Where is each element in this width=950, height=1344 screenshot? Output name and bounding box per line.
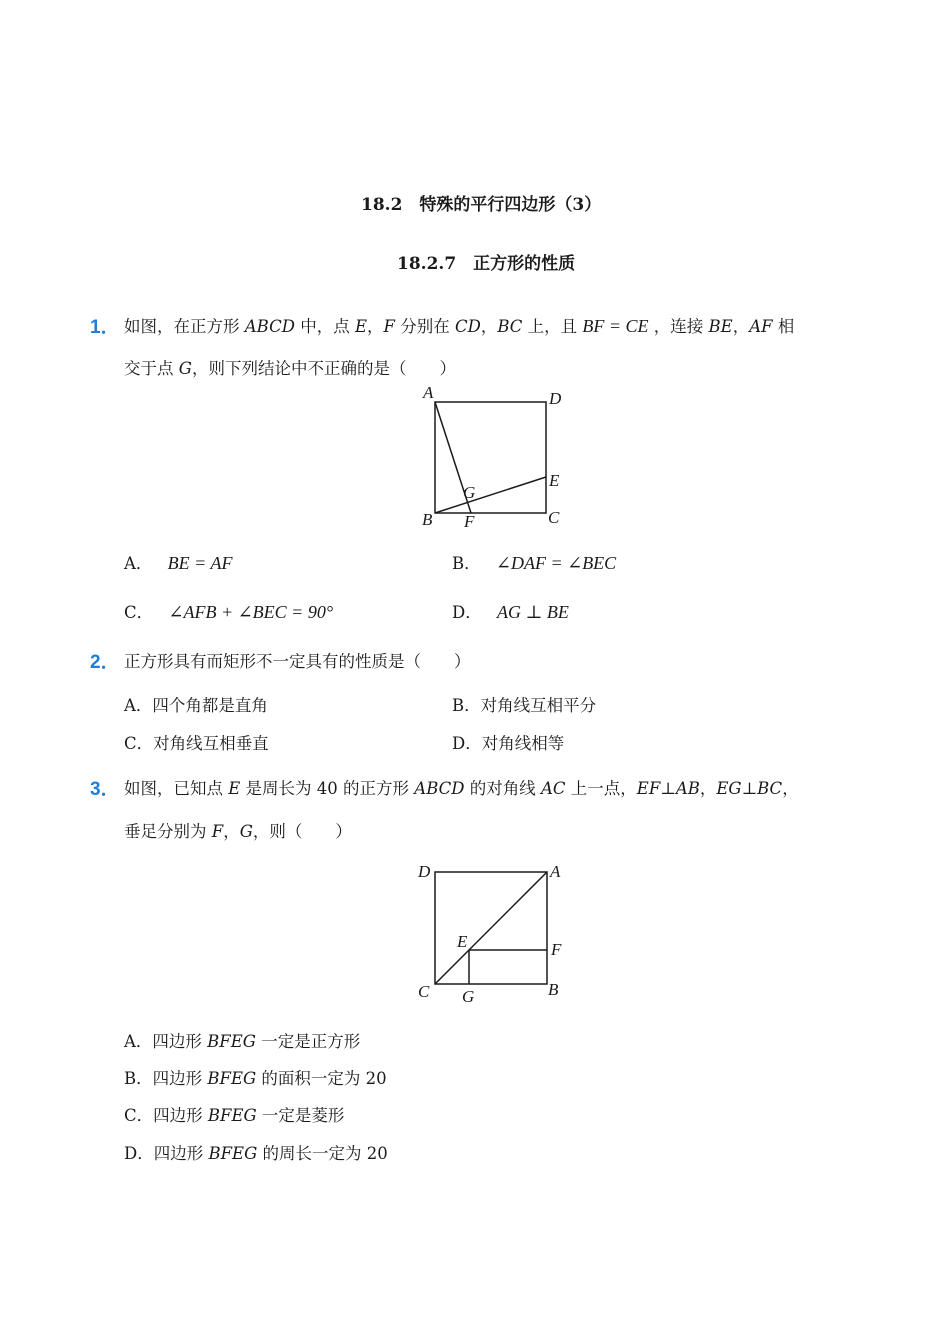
option-var: BFEG — [208, 1144, 258, 1163]
q1-var: BE — [708, 317, 733, 336]
label-g: G — [462, 987, 475, 1006]
label-f: F — [551, 940, 562, 959]
q3-option-b[interactable] — [124, 1065, 387, 1089]
question-1-number: 1． — [90, 317, 120, 338]
q3-text: 上一点， — [565, 779, 637, 798]
option-formula: AG ⊥ BE — [496, 602, 569, 622]
question-3-number: 3． — [90, 779, 120, 800]
section-title: 18.2 特殊的平行四边形（3） — [361, 195, 602, 215]
q2-option-c[interactable]: C．对角线互相垂直 — [124, 734, 269, 753]
q1-var: ABCD — [244, 317, 295, 336]
q3-var: EG — [716, 779, 742, 798]
q3-option-a[interactable] — [124, 1028, 360, 1052]
option-letter: B． — [452, 554, 481, 573]
label-e: E — [457, 932, 468, 951]
label-d: D — [549, 389, 562, 408]
q1-option-d[interactable] — [452, 599, 569, 623]
option-text: 一定是正方形 — [255, 1032, 361, 1051]
option-text: 的周长一定为 20 — [257, 1144, 388, 1163]
q1-text: ， — [480, 317, 498, 336]
option-formula: ∠AFB + ∠BEC = 90° — [168, 602, 334, 622]
option-text: D．四边形 — [124, 1144, 209, 1163]
option-letter: C． — [124, 603, 154, 622]
label-b: B — [548, 980, 559, 999]
question-3-figure — [410, 856, 580, 1008]
q1-var: E — [354, 317, 367, 336]
q3-text: ，则（ ） — [252, 822, 352, 841]
q3-var: E — [228, 779, 241, 798]
q3-text: ， — [782, 779, 799, 798]
q1-text: 相 — [772, 317, 795, 336]
question-2-number: 2． — [90, 652, 120, 673]
option-letter: A． — [124, 554, 153, 573]
q3-symbol: ⊥ — [660, 779, 676, 798]
diagonal-ac — [435, 872, 547, 984]
q2-option-d[interactable]: D．对角线相等 — [452, 734, 565, 753]
q1-text: 上，且 — [522, 317, 583, 336]
q1-text: ，则下列结论中不正确的是（ ） — [191, 359, 456, 378]
q3-option-d[interactable] — [124, 1140, 388, 1164]
option-text: 一定是菱形 — [256, 1106, 345, 1125]
q1-text: 交于点 — [124, 359, 179, 378]
segment-be — [435, 477, 546, 513]
label-a: A — [423, 383, 434, 402]
label-b: B — [422, 510, 433, 529]
q1-var: G — [178, 359, 192, 378]
q1-var: F — [383, 317, 395, 336]
q3-var: AC — [540, 779, 566, 798]
label-c: C — [548, 508, 560, 527]
option-text: C．四边形 — [124, 1106, 208, 1125]
label-d: D — [418, 862, 431, 881]
option-var: BFEG — [207, 1069, 257, 1088]
q1-option-c[interactable] — [124, 599, 333, 623]
q3-option-c[interactable] — [124, 1102, 344, 1126]
label-a: A — [550, 862, 561, 881]
q1-text: ，连接 — [648, 317, 709, 336]
q1-var: AF — [749, 317, 773, 336]
option-var: BFEG — [207, 1032, 256, 1051]
label-f: F — [464, 512, 475, 530]
option-formula: BE = AF — [167, 553, 233, 573]
q1-var: BC — [497, 317, 523, 336]
q1-var: CD — [454, 317, 481, 336]
q3-symbol: ⊥ — [741, 779, 758, 798]
q3-var: G — [239, 822, 253, 841]
q1-equation: BF = CE — [582, 316, 649, 336]
q3-var: ABCD — [414, 779, 465, 798]
q3-var: EF — [636, 779, 661, 798]
question-1-figure — [415, 382, 575, 530]
q2-option-b[interactable]: B．对角线互相平分 — [452, 696, 597, 715]
label-c: C — [418, 982, 430, 1001]
q1-option-b[interactable] — [452, 550, 616, 574]
subsection-title: 18.2.7 正方形的性质 — [397, 254, 576, 274]
option-text: A．四边形 — [124, 1032, 208, 1051]
square-abcd — [435, 402, 546, 513]
question-1-stem-line1 — [124, 313, 794, 337]
q3-text: 垂足分别为 — [124, 822, 212, 841]
q1-text: ， — [367, 317, 384, 336]
option-text: 的面积一定为 20 — [256, 1069, 387, 1088]
q1-text: 如图，在正方形 — [124, 317, 245, 336]
question-1-stem-line2 — [124, 355, 456, 379]
q1-text: 中，点 — [294, 317, 355, 336]
option-letter: D． — [452, 603, 482, 622]
question-2-stem: 正方形具有而矩形不一定具有的性质是（ ） — [124, 652, 471, 671]
label-g: G — [463, 483, 476, 502]
q3-var: BC — [757, 779, 783, 798]
question-3-stem-line2 — [124, 818, 352, 842]
option-var: BFEG — [207, 1106, 257, 1125]
question-3-stem-line1 — [124, 775, 799, 799]
q3-text: 如图，已知点 — [124, 779, 229, 798]
q1-option-a[interactable] — [124, 550, 232, 574]
q2-option-a[interactable]: A．四个角都是直角 — [124, 696, 268, 715]
q3-text: ， — [699, 779, 717, 798]
q3-text: ， — [223, 822, 240, 841]
q1-text: 分别在 — [394, 317, 455, 336]
q3-var: AB — [675, 779, 700, 798]
q1-text: ， — [732, 317, 750, 336]
label-e: E — [549, 471, 560, 490]
option-text: B．四边形 — [124, 1069, 208, 1088]
option-formula: ∠DAF = ∠BEC — [495, 553, 617, 573]
q3-text: 的对角线 — [464, 779, 541, 798]
q3-text: 是周长为 40 的正方形 — [240, 779, 415, 798]
q3-var: F — [211, 822, 224, 841]
